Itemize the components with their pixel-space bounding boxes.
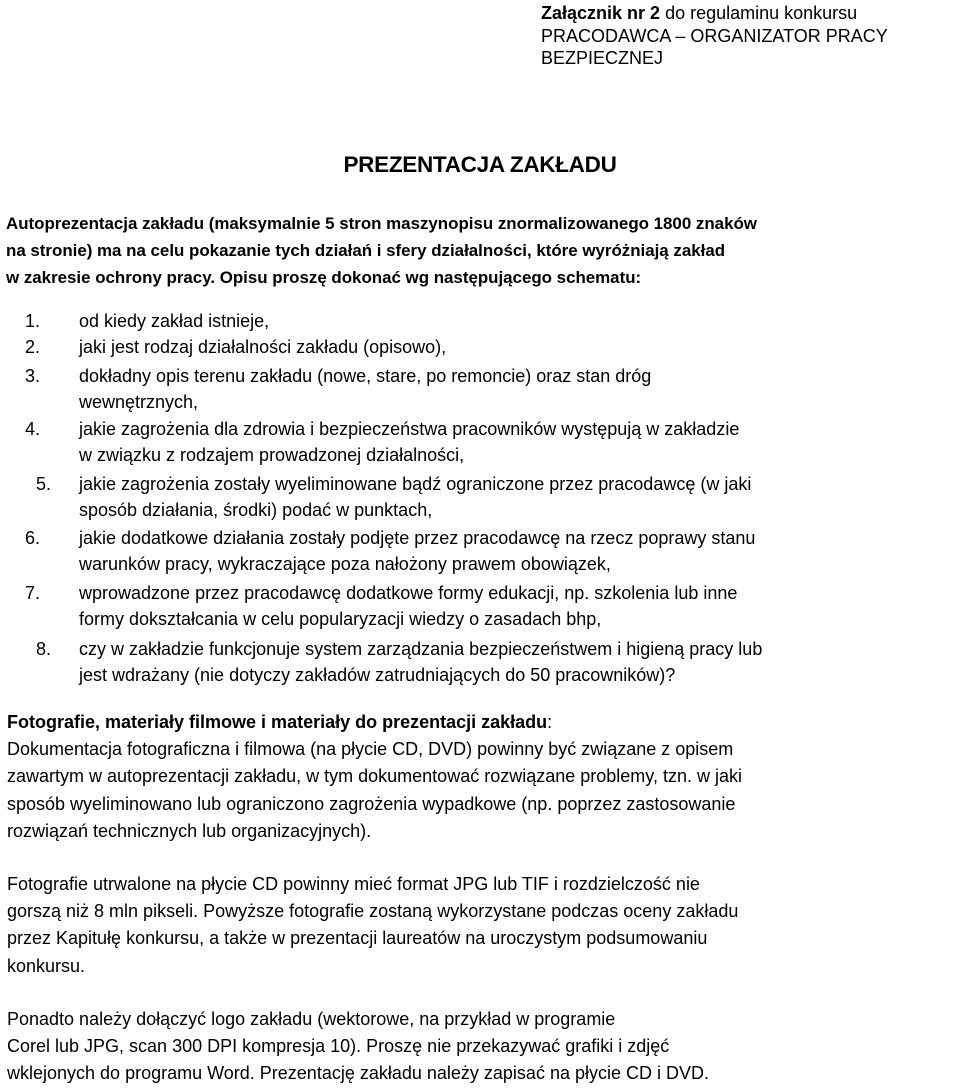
intro-paragraph	[6, 210, 956, 291]
intro-line: Autoprezentacja zakładu (maksymalnie 5 stron maszynopisu znormalizowanego 1800 znaków	[6, 214, 757, 233]
list-item-text: jaki jest rodzaj działalności zakładu (opisowo),	[79, 337, 447, 357]
page-title: PREZENTACJA ZAKŁADU	[343, 152, 617, 177]
format-paragraph	[7, 871, 957, 980]
photos-heading: Fotografie, materiały filmowe i materiały do prezentacji zakładu	[7, 712, 548, 732]
photos-line: Dokumentacja fotograficzna i filmowa (na płycie CD, DVD) powinny być związane z opisem	[7, 739, 734, 760]
annex-line-3: BEZPIECZNEJ	[541, 48, 664, 68]
photos-line: rozwiązań technicznych lub organizacyjnych).	[7, 820, 372, 841]
logo-line: Ponadto należy dołączyć logo zakładu (wektorowe, na przykład w programie	[7, 1009, 616, 1029]
list-item-text: wprowadzone przez pracodawcę dodatkowe formy edukacji, np. szkolenia lub inne	[79, 583, 738, 603]
list-item-text: jest wdrażany (nie dotyczy zakładów zatrudniających do 50 pracowników)?	[79, 665, 676, 685]
photos-line: sposób wyeliminowano lub ograniczono zagrożenia wypadkowe (np. poprzez zastosowanie	[7, 793, 736, 814]
photos-heading-colon: :	[547, 712, 553, 732]
format-line: Fotografie utrwalone na płycie CD powinny mieć format JPG lub TIF i rozdzielczość nie	[7, 874, 700, 894]
format-line: gorszą niż 8 mln pikseli. Powyższe fotografie zostaną wykorzystane podczas oceny zakładu	[7, 901, 739, 922]
list-item-text: czy w zakładzie funkcjonuje system zarządzania bezpieczeństwem i higieną pracy lub	[79, 639, 763, 659]
annex-header	[541, 2, 951, 70]
list-item-text: warunków pracy, wykraczające poza nałożony prawem obowiązek,	[79, 554, 611, 574]
intro-line: w zakresie ochrony pracy. Opisu proszę dokonać wg następującego schematu:	[6, 268, 642, 287]
list-item-text: formy dokształcania w celu popularyzacji wiedzy o zasadach bhp,	[79, 609, 602, 629]
format-line: konkursu.	[7, 955, 86, 976]
list-item-number: 7.	[24, 583, 40, 603]
logo-paragraph	[7, 1006, 957, 1088]
list-item-number: 2.	[24, 337, 40, 357]
list-item-text: jakie dodatkowe działania zostały podjęte przez pracodawcę na rzecz poprawy stanu	[79, 528, 756, 548]
logo-line: Corel lub JPG, scan 300 DPI kompresja 10). Proszę nie przekazywać grafiki i zdjęć	[7, 1036, 670, 1057]
list-item-text: wewnętrznych,	[79, 392, 199, 412]
intro-line: na stronie) ma na celu pokazanie tych działań i sfery działalności, które wyróżniają zakład	[6, 241, 726, 260]
list-item-text: jakie zagrożenia zostały wyeliminowane bądź ograniczone przez pracodawcę (w jaki	[79, 474, 752, 494]
annex-line-1	[541, 2, 951, 25]
format-line: przez Kapitułę konkursu, a także w prezentacji laureatów na uroczystym podsumowaniu	[7, 928, 708, 949]
annex-label-rest: do regulaminu konkursu	[660, 3, 858, 23]
logo-line: wklejonych do programu Word. Prezentację zakładu należy zapisać na płycie CD i DVD.	[7, 1063, 709, 1084]
annex-label: Załącznik nr 2	[541, 3, 661, 23]
list-item-text: sposób działania, środki) podać w punktach,	[79, 500, 433, 520]
list-item-number: 4.	[24, 419, 40, 439]
list-item-number: 3.	[24, 366, 40, 386]
photos-section	[7, 709, 957, 845]
annex-line-2: PRACODAWCA – ORGANIZATOR PRACY	[541, 25, 888, 46]
photos-heading-line	[7, 709, 957, 736]
photos-line: zawartym w autoprezentacji zakładu, w tym dokumentować rozwiązane problemy, tzn. w jaki	[7, 766, 742, 787]
list-item-number: 8.	[35, 639, 51, 659]
list-item-number: 1.	[24, 311, 40, 331]
list-item-text: w związku z rodzajem prowadzonej działalności,	[79, 445, 465, 465]
list-item-text: od kiedy zakład istnieje,	[79, 311, 270, 331]
list-item-text: jakie zagrożenia dla zdrowia i bezpieczeństwa pracowników występują w zakładzie	[79, 419, 740, 439]
list-item-text: dokładny opis terenu zakładu (nowe, stare, po remoncie) oraz stan dróg	[79, 366, 652, 386]
list-item-number: 6.	[24, 528, 40, 548]
list-item-number: 5.	[35, 474, 51, 494]
